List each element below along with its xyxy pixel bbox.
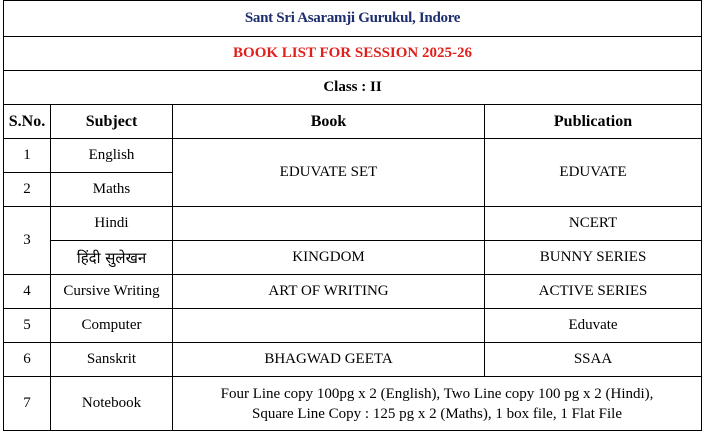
sno-cell: 4 [4,275,51,309]
subject-cell: Hindi [51,207,173,241]
column-header-publication: Publication [485,105,702,139]
session-title: BOOK LIST FOR SESSION 2025-26 [4,37,702,71]
book-list-sheet [3,0,701,431]
column-header-sno: S.No. [4,105,51,139]
table-row [4,309,702,343]
table-row [4,139,702,173]
sno-cell: 7 [4,377,51,431]
subject-cell: Notebook [51,377,173,431]
publication-cell: EDUVATE [485,139,702,207]
sno-cell: 3 [4,207,51,275]
table-row [4,241,702,275]
class-title: Class : II [4,71,702,105]
column-header-subject: Subject [51,105,173,139]
publication-cell: BUNNY SERIES [485,241,702,275]
sno-cell: 6 [4,343,51,377]
subject-cell: Maths [51,173,173,207]
table-row [4,343,702,377]
table-header-row [4,105,702,139]
book-cell: ART OF WRITING [173,275,485,309]
publication-cell: Eduvate [485,309,702,343]
subject-cell: Computer [51,309,173,343]
book-cell-empty [173,207,485,241]
sno-cell: 5 [4,309,51,343]
notebook-details-cell [173,377,702,431]
school-title: Sant Sri Asaramji Gurukul, Indore [4,1,702,37]
table-row [4,275,702,309]
sno-cell: 1 [4,139,51,173]
book-list-table [3,0,702,431]
book-cell: KINGDOM [173,241,485,275]
book-cell-empty [173,309,485,343]
subject-cell: Sanskrit [51,343,173,377]
table-row [4,377,702,431]
publication-cell: ACTIVE SERIES [485,275,702,309]
book-cell: EDUVATE SET [173,139,485,207]
notebook-line-2: Square Line Copy : 125 pg x 2 (Maths), 1 box file, 1 Flat File [252,405,622,422]
sno-cell: 2 [4,173,51,207]
column-header-book: Book [173,105,485,139]
subject-cell: English [51,139,173,173]
subject-cell: Cursive Writing [51,275,173,309]
table-row [4,207,702,241]
book-cell: BHAGWAD GEETA [173,343,485,377]
publication-cell: NCERT [485,207,702,241]
publication-cell: SSAA [485,343,702,377]
notebook-line-1: Four Line copy 100pg x 2 (English), Two Line copy 100 pg x 2 (Hindi), [220,385,654,402]
subject-cell: हिंदी सुलेखन [51,241,173,275]
